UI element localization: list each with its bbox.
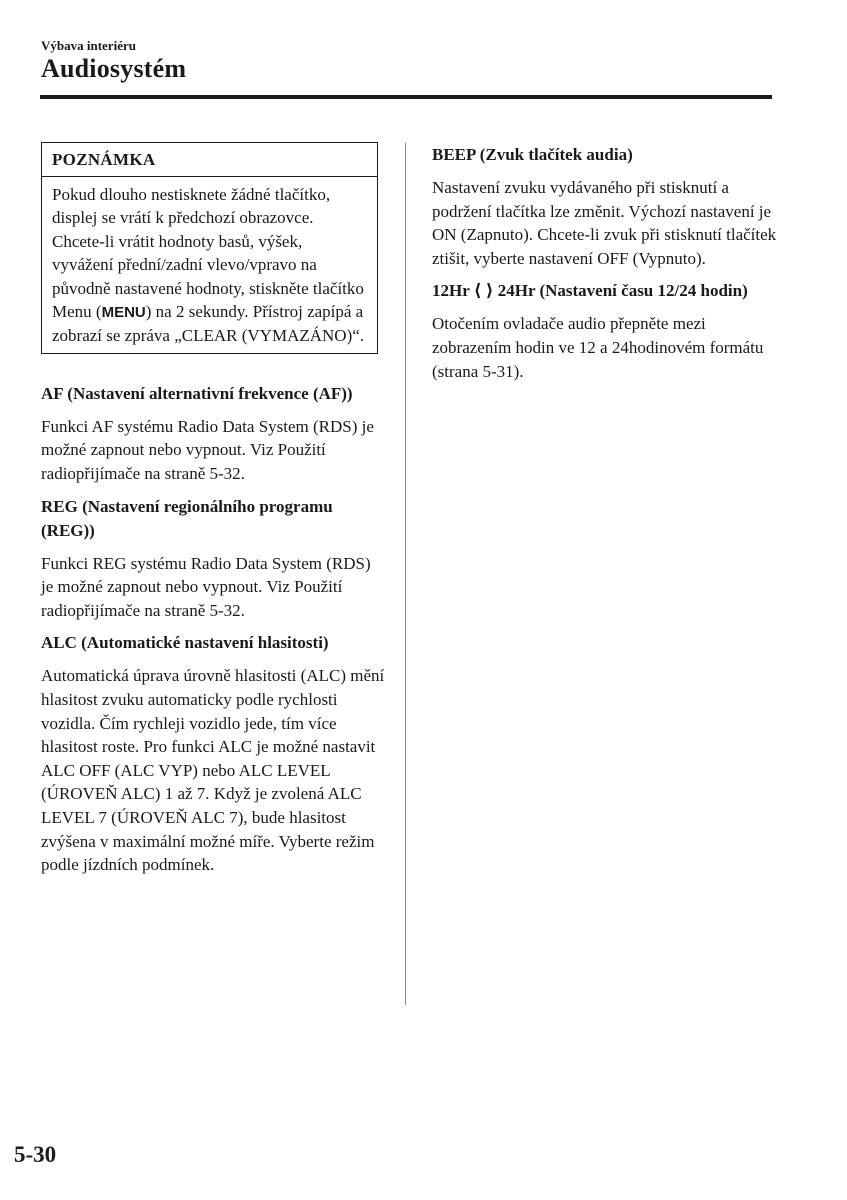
alc-heading: ALC (Automatické nastavení hlasitosti)	[41, 633, 329, 653]
reg-heading: REG (Nastavení regionálního programu (REG))	[41, 496, 333, 540]
column-divider	[405, 143, 406, 1005]
alc-body: Automatická úprava úrovně hlasitosti (ALC) mění hlasitost zvuku automaticky podle rychlosti vozidla. Čím rychleji vozidlo jede, tím více hlasitost roste. Pro funkci ALC je možné nastavit ALC OFF (ALC VYP) nebo ALC LEVEL (ÚROVEŇ ALC) 1 až 7. Když je zvolená ALC LEVEL 7 (ÚROVEŇ ALC 7), bude hlasitost zvýšena v maximální možné míře. Vyberte režim podle jízdních podmínek.	[41, 666, 385, 875]
beep-heading: BEEP (Zvuk tlačítek audia)	[432, 145, 633, 164]
menu-key-label: MENU	[101, 304, 146, 322]
clock-format-body: Otočením ovladače audio přepněte mezi zobrazením hodin ve 12 a 24hodinovém formátu (strana 5-31).	[432, 314, 764, 381]
note-text-start: Pokud dlouho nestisknete žádné tlačítko, displej se vrátí k předchozí obrazovce. Chcete-li vrátit hodnoty basů, výšek, vyvážení přední/zadní vlevo/vpravo na původně nastavené hodnoty, stiskněte tlačítko Menu (	[52, 185, 364, 322]
title-rule	[40, 95, 772, 99]
note-text	[42, 177, 377, 353]
page-number: 5-30	[14, 1142, 57, 1167]
section-label: Výbava interiéru	[41, 38, 136, 53]
note-text-end: ) na 2 sekundy. Přístroj zapípá a zobrazí se zpráva „CLEAR (VYMAZÁNO)“.	[52, 302, 365, 346]
note-heading: POZNÁMKA	[42, 143, 377, 177]
beep-body: Nastavení zvuku vydávaného při stisknutí a podržení tlačítka lze změnit. Výchozí nastavení je ON (Zapnuto). Chcete-li zvuk při stisknutí tlačítek ztišit, vyberte nastavení OFF (Vypnuto).	[432, 178, 777, 268]
clock-format-heading: 12Hr ⟨ ⟩ 24Hr (Nastavení času 12/24 hodin)	[432, 281, 748, 301]
note-box	[41, 142, 378, 354]
reg-body: Funkci REG systému Radio Data System (RDS) je možné zapnout nebo vypnout. Viz Použití radiopřijímače na straně 5-32.	[41, 553, 371, 620]
af-body: Funkci AF systému Radio Data System (RDS) je možné zapnout nebo vypnout. Viz Použití radiopřijímače na straně 5-32.	[41, 416, 374, 484]
af-heading: AF (Nastavení alternativní frekvence (AF))	[41, 383, 353, 403]
left-column	[41, 142, 386, 886]
page-title: Audiosystém	[41, 54, 187, 83]
right-column	[432, 142, 777, 392]
